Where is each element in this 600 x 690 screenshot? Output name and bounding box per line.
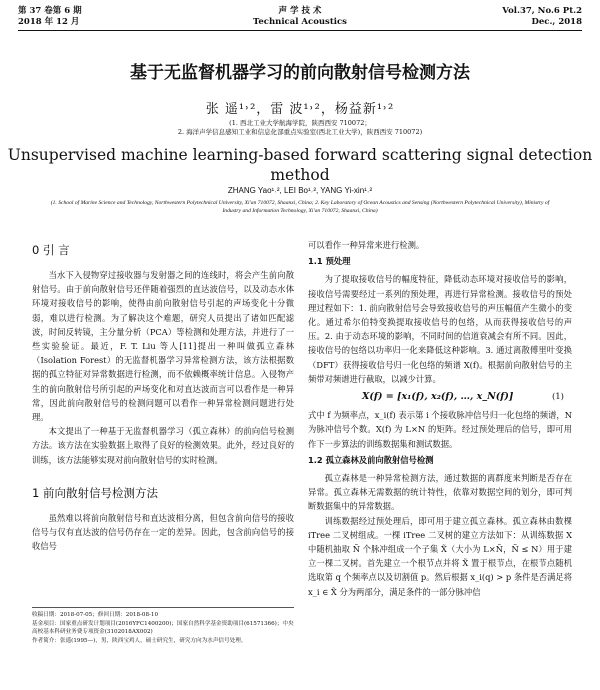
equation-explanation: 式中 f 为频率点，x_i(f) 表示第 i 个接收脉冲信号归一化包络的频谱，N 为脉冲信号个数。X(f) 为 L×N 的矩阵。经过预处理后的信号，即可用作下一步算法的训练数据集和测试数据。 (308, 410, 572, 449)
preprocessing-paragraph: 为了提取接收信号的幅度特征，降低动态环境对接收信号的影响，接收信号需要经过一系列的预处理，再进行异常检测。接收信号的预处理过程如下：1. 前向散射信号会导致接收信号的声压幅值产生微小的变化。通过希尔伯特变换提取接收信号的包络，从而获得接收信号的声压。2. 由于动态环境的影响，不同时间的信道衰减会有所不同。因此，接收信号的包络以功率归一化来降低这种影响。3. 通过离散傅里叶变换（DFT）获得接收信号归一化包络的频谱 X(f)。根据前向散射信号的主频带对频谱进行截取，以减少计算。 (308, 274, 572, 384)
affiliation-chinese-2: 2. 海洋声学信息感知工业和信息化部重点实验室(西北工业大学)，陕西西安 710072) (177, 128, 423, 136)
right-paragraph-continuation: 可以看作一种异常来进行检测。 (308, 240, 425, 250)
intro-paragraph-1: 当水下入侵物穿过接收器与发射器之间的连线时，将会产生前向散射信号。由于前向散射信号还伴随着强烈的直达波信号，以及动态水体环境对接收信号的影响，使得由前向散射信号引起的声场变化十分微弱，难以进行检测。为了解决这个难题，研究人员提出了诸如匹配滤波，时间反转镜，主分量分析（PCA）等检测和处理方法，并进行了一些实验验证。最近，F. T. Liu 等人[11]提出一种叫做孤立森林（Isolation Forest）的无监督机器学习异常检测方法，该方法根据数据的孤立特征对异常数据进行检测，而不依赖概率统计信息。入侵物产生的前向散射信号所引起的声场变化和对直达波而言可以看作是一种异常，因此前向散射信号的检测问题可以看作一种异常检测问题进行处理。 (32, 270, 294, 423)
footnote-funding: 基金项目：国家重点研发计划项目(2016YFC1400200)；国家自然科学基金资助项目(61571366)；中央高校基本科研业务费专项资金(3102018AX002) (32, 620, 294, 636)
footnote-author-bio: 作者简介：张遥(1995—)，男，陕西宝鸡人，硕士研究生，研究方向为水声信号处理。 (32, 637, 247, 644)
affiliation-chinese-1: (1. 西北工业大学航海学院，陕西西安 710072； (229, 119, 371, 127)
page-header (18, 6, 582, 32)
footnote-block (32, 607, 294, 645)
intro-paragraph-2: 本文提出了一种基于无监督机器学习（孤立森林）的前向信号检测方法。该方法在实验数据上取得了良好的检测效果。此外，经过良好的训练，该方法能够实现对前向散射信号的实时检测。 (32, 426, 294, 465)
subsection-heading-isolation-forest: 1.2 孤立森林及前向散射信号检测 (308, 454, 434, 465)
subsection-heading-preprocessing: 1.1 预处理 (308, 256, 351, 267)
title-chinese: 基于无监督机器学习的前向散射信号检测方法 (130, 63, 470, 83)
equation-1-body: X(f) = [x₁(f), x₂(f), …, x_N(f)] (362, 391, 514, 403)
header-volume-date: Vol.37, No.6 Pt.2 Dec., 2018 (502, 6, 582, 27)
header-journal-name: 声 学 技 术 Technical Acoustics (253, 6, 347, 27)
header-journal-issue: 第 37 卷第 6 期 2018 年 12 月 (18, 6, 82, 27)
section-heading-method: 1 前向散射信号检测方法 (32, 485, 158, 500)
authors-english: ZHANG Yao¹˒², LEI Bo¹˒², YANG Yi-xin¹˒² (227, 186, 373, 195)
right-column (308, 238, 572, 599)
left-column (32, 238, 294, 553)
equation-1-number: (1) (551, 392, 564, 403)
affiliation-english: (1. School of Marine Science and Technology, Northwestern Polytechnical University, Xi'an 710072, Shaanxi, China; 2. Key Laboratory of Ocean Acoustics and Sensing (Northwestern Polytechnical University), Ministry of Industry and Information Technology, Xi'an 710072, Shaanxi, China) (50, 200, 550, 215)
title-english: Unsupervised machine learning-based forward scattering signal detection method (7, 146, 593, 184)
method-paragraph-1: 虽然难以将前向散射信号和直达波相分离，但包含前向信号的接收信号与仅有直达波的信号仍存在一定的差异。因此，包含前向信号的接收信号 (32, 512, 294, 552)
authors-chinese: 张 遥¹˒²，雷 波¹˒²，杨益新¹˒² (205, 102, 395, 117)
section-heading-introduction: 0 引 言 (32, 243, 70, 257)
equation-1 (308, 386, 572, 408)
isolation-forest-paragraph-2: 训练数据经过预处理后，即可用于建立孤立森林。孤立森林由数棵 iTree 二叉树组成。一棵 iTree 二叉树的建立方法如下：从训练数据 X 中随机抽取 Ñ 个脉冲组成一个子集 X̃（大小为 L×Ñ，Ñ ≤ N）用于建立一棵二叉树。首先建立一个根节点并将 X̃ 置于根节点，在根节点随机选取第 q 个频率点以及切割值 p。然后根据 x_i(q) > p 条件是否满足将 x_i ∈ X̃ 分为两部分，满足条件的一部分脉冲信 (308, 515, 572, 597)
footnote-dates: 收稿日期：2018-07-05；修回日期：2018-08-10 (32, 612, 159, 618)
header-rule (18, 30, 582, 31)
isolation-forest-paragraph-1: 孤立森林是一种异常检测方法，通过数据的离群度来判断是否存在异常。孤立森林无需数据的统计特性，依靠对数据空间的划分，即可判断数据集中的异常数据。 (308, 473, 572, 512)
